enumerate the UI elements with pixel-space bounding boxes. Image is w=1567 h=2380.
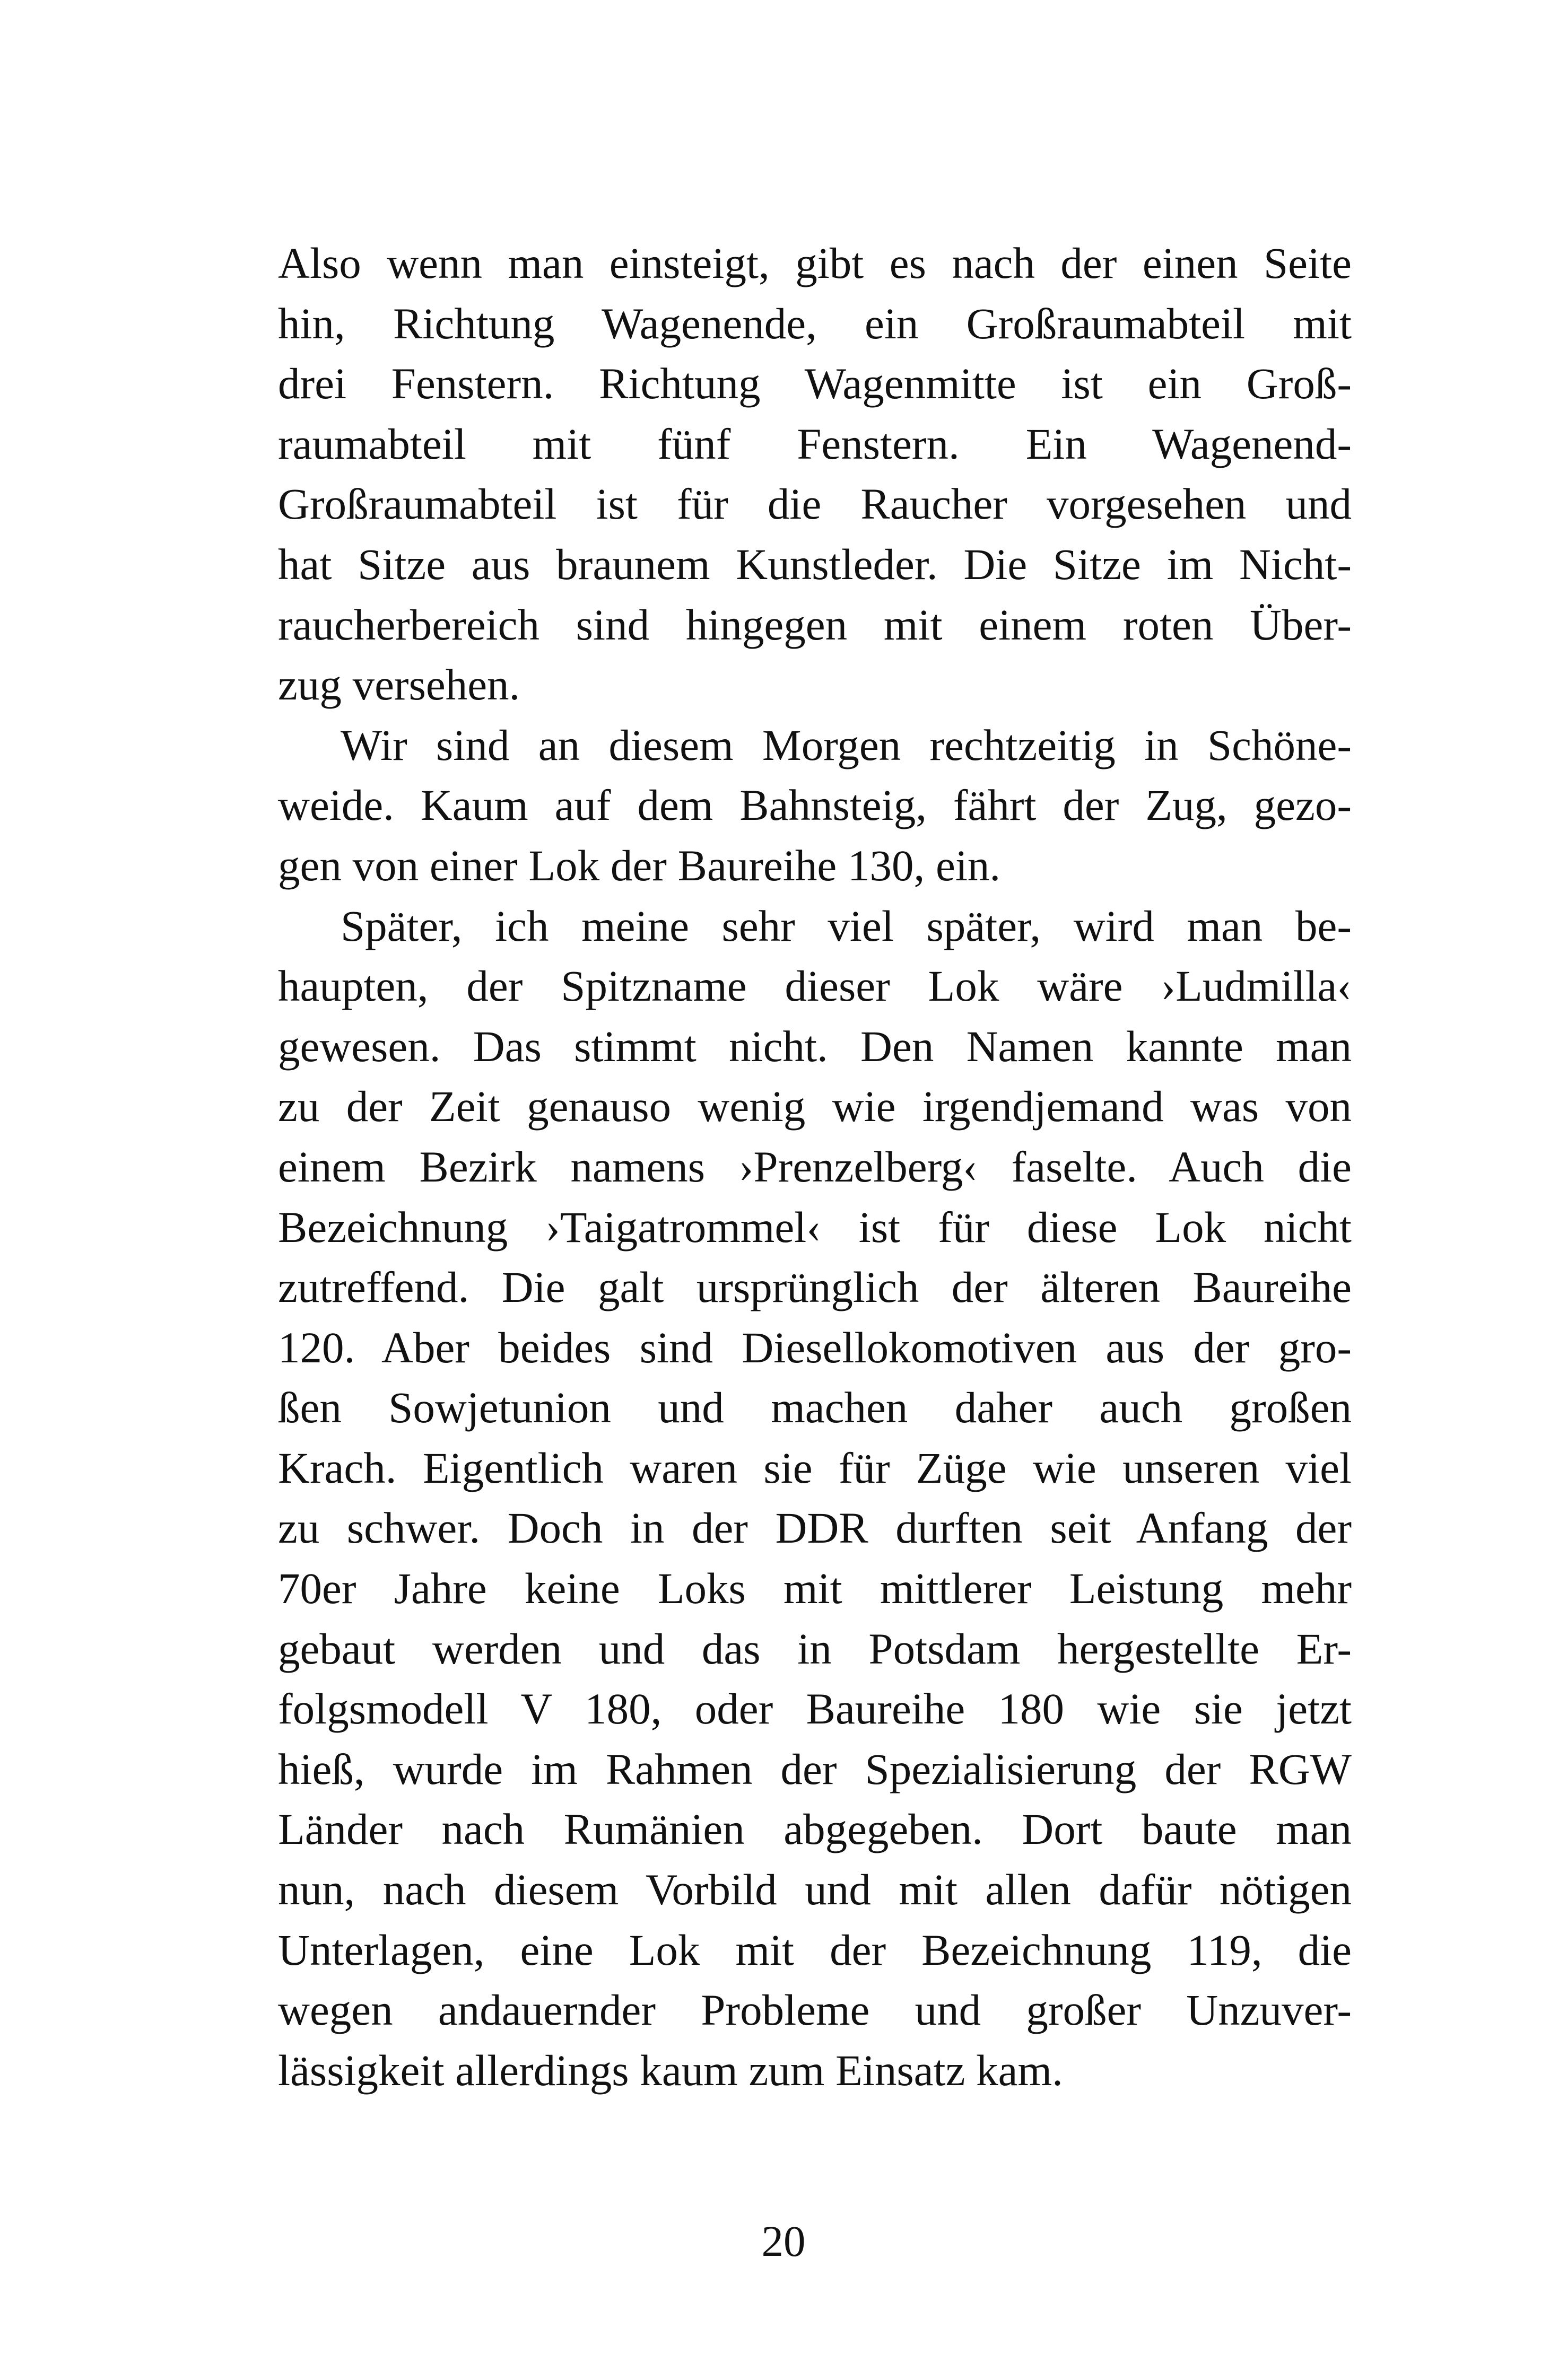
text-line: zu schwer. Doch in der DDR durften seit Anfang der [278, 1503, 1352, 1553]
text-line: zug versehen. [278, 660, 520, 710]
paragraph-3 [278, 896, 1352, 2101]
text-line: Also wenn man einsteigt, gibt es nach der einen Seite [278, 239, 1352, 287]
text-line: Länder nach Rumänien abgegeben. Dort baute man [278, 1805, 1352, 1854]
text-line: zu der Zeit genauso wenig wie irgendjemand was von [278, 1082, 1352, 1131]
body-text [278, 233, 1352, 2101]
text-line: nun, nach diesem Vorbild und mit allen dafür nötigen [278, 1865, 1352, 1914]
text-line: Unterlagen, eine Lok mit der Bezeichnung 119, die [278, 1925, 1352, 1974]
text-line: Großraumabteil ist für die Raucher vorgesehen und [278, 479, 1352, 529]
page-number: 20 [761, 2217, 806, 2265]
text-line: haupten, der Spitzname dieser Lok wäre ›Ludmilla‹ [278, 961, 1352, 1011]
text-line: ßen Sowjetunion und machen daher auch großen [278, 1383, 1352, 1432]
text-line: einem Bezirk namens ›Prenzelberg‹ faselte. Auch die [278, 1142, 1352, 1191]
text-line: Bezeichnung ›Taigatrommel‹ ist für diese Lok nicht [278, 1202, 1352, 1252]
text-line: 120. Aber beides sind Diesellokomotiven aus der gro- [278, 1323, 1352, 1372]
text-line: gebaut werden und das in Potsdam hergestellte Er- [278, 1624, 1352, 1673]
text-line: Krach. Eigentlich waren sie für Züge wie unseren viel [278, 1443, 1352, 1492]
text-line: hieß, wurde im Rahmen der Spezialisierung der RGW [278, 1744, 1352, 1793]
paragraph-1 [278, 233, 1352, 715]
text-line: Wir sind an diesem Morgen rechtzeitig in Schöne- [341, 720, 1352, 769]
text-line: zutreffend. Die galt ursprünglich der älteren Baureihe [278, 1263, 1352, 1312]
text-line: raucherbereich sind hingegen mit einem roten Über- [278, 600, 1352, 649]
text-line: hat Sitze aus braunem Kunstleder. Die Sitze im Nicht- [278, 539, 1352, 589]
text-line: lässigkeit allerdings kaum zum Einsatz kam. [278, 2045, 1063, 2095]
text-line: folgsmodell V 180, oder Baureihe 180 wie sie jetzt [278, 1684, 1352, 1734]
text-line: weide. Kaum auf dem Bahnsteig, fährt der Zug, gezo- [278, 781, 1352, 830]
text-line: 70er Jahre keine Loks mit mittlerer Leistung mehr [278, 1564, 1352, 1613]
text-line: wegen andauernder Probleme und großer Unzuver- [278, 1985, 1352, 2035]
text-line: hin, Richtung Wagenende, ein Großraumabteil mit [278, 299, 1352, 348]
text-line: drei Fenstern. Richtung Wagenmitte ist ein Groß- [278, 359, 1352, 408]
text-line: raumabteil mit fünf Fenstern. Ein Wagenend- [278, 419, 1352, 468]
text-line: Später, ich meine sehr viel später, wird man be- [341, 901, 1352, 950]
text-line: gewesen. Das stimmt nicht. Den Namen kannte man [278, 1021, 1352, 1071]
paragraph-2 [278, 715, 1352, 896]
text-line: gen von einer Lok der Baureihe 130, ein. [278, 841, 1001, 890]
